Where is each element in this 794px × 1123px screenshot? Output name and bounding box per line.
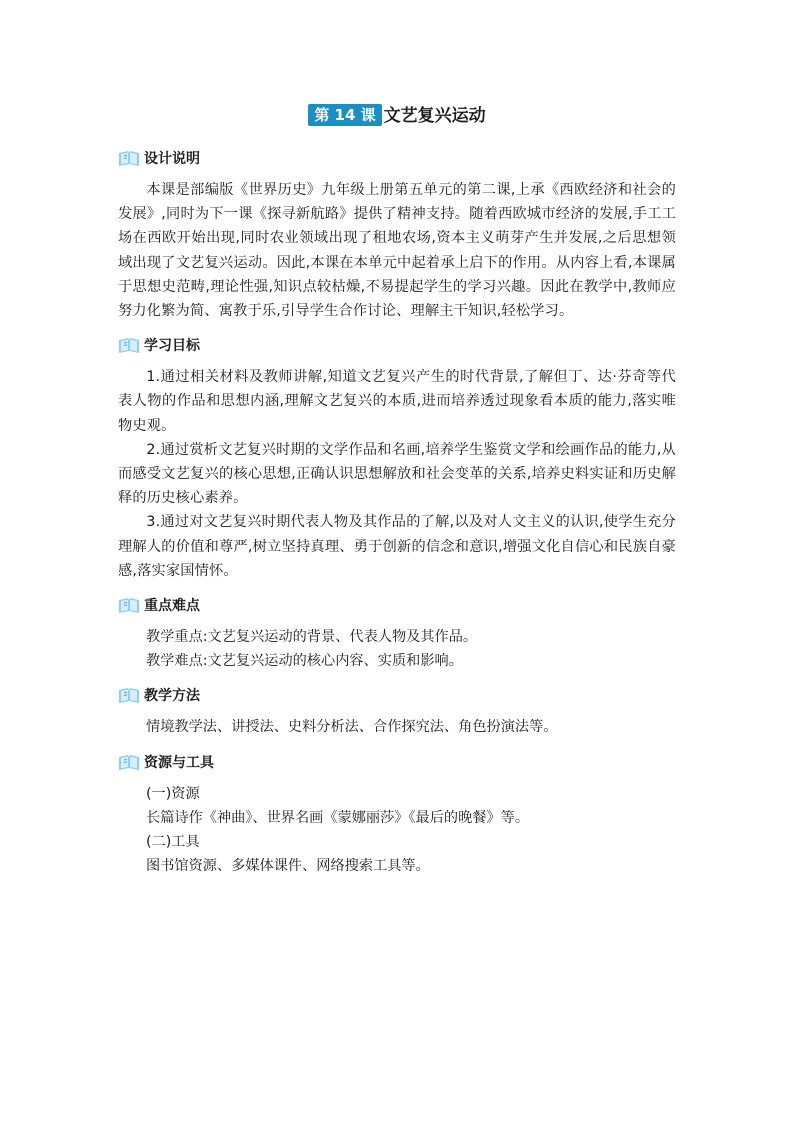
methods-text: 情境教学法、讲授法、史料分析法、合作探究法、角色扮演法等。 [146, 719, 558, 736]
section-heading-text: 教学方法 [144, 688, 200, 705]
teaching-difficulty: 教学难点:文艺复兴运动的核心内容、实质和影响。 [146, 653, 463, 670]
book-icon [118, 149, 140, 167]
section-heading-text: 学习目标 [144, 338, 200, 355]
resources-text: 长篇诗作《神曲》、世界名画《蒙娜丽莎》《最后的晚餐》等。 [146, 809, 530, 826]
book-icon [118, 686, 140, 704]
section-heading-goals [118, 333, 676, 357]
resources-sub-label: (一)资源 [146, 785, 200, 802]
book-icon [118, 336, 140, 354]
design-paragraph: 本课是部编版《世界历史》九年级上册第五单元的第二课,上承《西欧经济和社会的发展》,同时为下一课《探寻新航路》提供了精神支持。随着西欧城市经济的发展,手工工场在西欧开始出现,同时农业领域出现了租地农场,资本主义萌芽产生并发展,之后思想领域出现了文艺复兴运动。因此,本课在本单元中起着承上启下的作用。从内容上看,本课属于思想史范畴,理论性强,知识点较枯燥,不易提起学生的学习兴趣。因此在教学中,教师应努力化繁为简、寓教于乐,引导学生合作讨论、理解主干知识,轻松学习。 [118, 182, 676, 320]
teaching-focus: 教学重点:文艺复兴运动的背景、代表人物及其作品。 [146, 629, 478, 646]
section-heading-key-points [118, 593, 676, 617]
lesson-number-badge: 第 14 课 [308, 104, 381, 126]
section-heading-resources [118, 750, 676, 774]
lesson-title-text: 文艺复兴运动 [383, 106, 486, 126]
book-icon [118, 596, 140, 614]
section-heading-design [118, 146, 676, 170]
goal-item-3: 3.通过对文艺复兴时期代表人物及其作品的了解,以及对人文主义的认识,使学生充分理解人的价值和尊严,树立坚持真理、勇于创新的信念和意识,增强文化自信心和民族自豪感,落实家国情怀。 [118, 514, 676, 579]
tools-sub-label: (二)工具 [146, 834, 200, 851]
section-heading-text: 设计说明 [144, 151, 200, 167]
tools-text: 图书馆资源、多媒体课件、网络搜索工具等。 [146, 858, 430, 875]
goal-item-1: 1.通过相关材料及教师讲解,知道文艺复兴产生的时代背景,了解但丁、达·芬奇等代表人物的作品和思想内涵,理解文艺复兴的本质,进而培养透过现象看本质的能力,落实唯物史观。 [118, 369, 676, 434]
section-heading-methods [118, 683, 676, 707]
book-icon [118, 753, 140, 771]
document-body [118, 146, 676, 878]
lesson-title [0, 104, 794, 128]
section-heading-text: 资源与工具 [144, 754, 214, 771]
section-heading-text: 重点难点 [144, 598, 200, 615]
goal-item-2: 2.通过赏析文艺复兴时期的文学作品和名画,培养学生鉴赏文学和绘画作品的能力,从而感受文艺复兴的核心思想,正确认识思想解放和社会变革的关系,培养史料实证和历史解释的历史核心素养。 [118, 441, 676, 507]
